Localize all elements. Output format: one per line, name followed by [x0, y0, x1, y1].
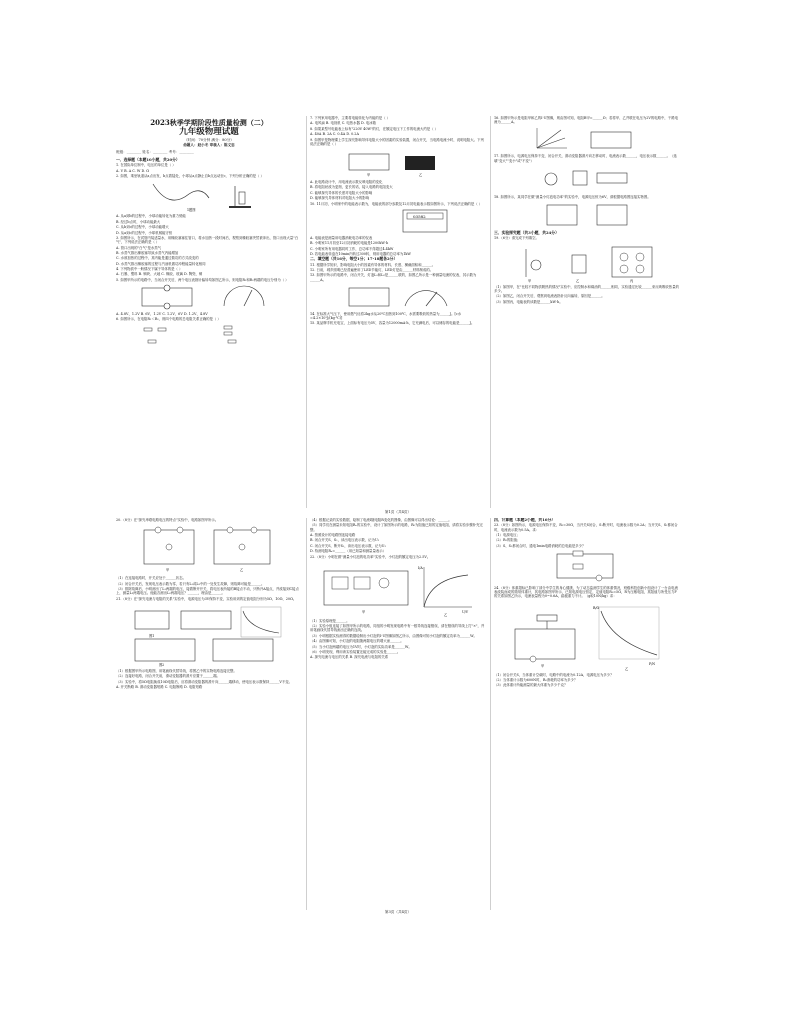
- question-text: C. 闭合开关S，断开S₁，读出电压表示数，记为U₂: [310, 543, 386, 548]
- meter-reading: 03582: [413, 213, 426, 219]
- question-text: 12. 日前，城乡照明已经普遍使用了LED节能灯，LED灯是由______材料制成的。: [310, 268, 434, 273]
- question-text: 10. 11月初，小明家中的电能表示数为，电能表的部分参数及12月初电能表示数如图所示，下列说法正确的是（ ）: [310, 201, 483, 206]
- question-text: A. 40A B. 2A C. 0.4A D. 0.2A: [310, 132, 359, 137]
- question-text: B. 经过b点时，小球动能最大: [116, 219, 161, 224]
- question-text: 1. 在国际单位制中，电压的单位是（ ）: [116, 163, 176, 168]
- question-text: （2）当体重计示数为600N时，R₀消耗的功率为多少？: [494, 677, 578, 682]
- series-circuit-figure: [134, 524, 284, 574]
- figure-label-yi: 乙: [240, 568, 244, 573]
- figure-label-yi: 乙: [576, 278, 580, 283]
- page-footer: 第3页（共4页）: [384, 910, 412, 914]
- resistor-options-figure: [134, 324, 284, 348]
- page1-column-1: [116, 108, 302, 508]
- figure-caption: 图2: [159, 662, 165, 667]
- section-heading: 一、选择题（本题10小题，共20分）: [116, 157, 180, 162]
- question-text: 23.（8分）如图所示，电源电压保持不变，R₁=30Ω，当开关S闭合，S₁断开时，电流表示数为0.2A；当开关S、S₁都闭合时，电流表示数为0.5A。求：: [494, 523, 678, 532]
- exam-title: 2023秋季学期阶段性质量检测（二）: [150, 118, 268, 127]
- question-text: B. 小明家11月初至12月初消耗的电能是1200kW·h: [310, 241, 389, 246]
- experiment-figures: [512, 243, 662, 283]
- exam-authors: 命题人：赵小冬 审核人：陈义忠: [183, 143, 235, 147]
- current-resistance-figure: [129, 603, 289, 667]
- question-text: 6. 如图所示，在电阻R₁＜R₂，则四个电路的总电阻关系正确的是（ ）: [116, 317, 221, 322]
- question-text: 22.（8分）小明在做"测量小灯泡的电功率"实验中，小灯泡的额定电压为2.5V。: [310, 554, 431, 559]
- question-text: D. 水蒸气推出橡胶塞的过程与汽油机做功冲程能量转化相同: [116, 261, 206, 266]
- question-text: 21.（8分）在"探究电流与电阻的关系"实验中，电源电压为3V保持不变，实验用到的定值电阻分别为5Ω、10Ω、20Ω。: [116, 596, 297, 601]
- column-divider: [490, 116, 491, 508]
- question-text: （5）当小灯泡两端的电压为1V时，小灯泡的实际功率是______W。: [310, 644, 412, 649]
- question-text: 2. 如图，乘坐轨道从a点出发，b点着陆处，小球从a点静止自b点运动至c，下列分析正确的是（ ）: [116, 174, 264, 179]
- question-text: A. 管口出现的"白气"是水蒸气: [116, 245, 162, 250]
- figure-label-bing: 丙: [630, 278, 634, 283]
- question-text: （2）R₂的阻值；: [494, 538, 521, 543]
- question-text: D. 若电能表转盘在10min内转过300转，则用电器的总功率为1kW: [310, 251, 411, 256]
- figure-label-yi: 乙: [419, 172, 423, 177]
- axis-label-i: I/A: [418, 565, 423, 570]
- electric-meter-figure: [343, 208, 453, 234]
- question-text: 19.（6分）请完成下列填空。: [494, 236, 539, 241]
- question-text: 9. 如图甲是物理课上学生探究影响导体电阻大小的因素的实验装置，闭合开关，当电路电流小时，说明电阻大。下列说法正确的是（ ）: [310, 137, 484, 146]
- question-text: （3）此体重计所能测量的最大体重为多少千克？: [494, 683, 568, 688]
- figure-label-jia: 甲: [362, 609, 366, 614]
- question-text: A. 按照设计的电路图连接电路: [310, 532, 356, 537]
- question-text: 13. 如图甲所示的电路中，闭合开关，灯泡L₁和L₂是______联的，如图乙所示是一种测量电流的仪表，其示数为______A。: [310, 273, 477, 282]
- question-text: （1）在连接电路时，开关应处于______状态。: [116, 576, 186, 581]
- question-text: 5. 如图甲所示的电路中，当闭合开关后，两个电压表指针偏转均如图乙所示，则电阻R₁和R₂两端的电压分别为（ ）: [116, 277, 289, 282]
- calc-circuit-figure: [537, 550, 637, 584]
- figure-caption: 1题图: [187, 208, 196, 213]
- question-text: 3. 如图所示，在试管内装适量水，用橡胶塞塞住管口，将水加热一段时间后，观察到橡胶塞突然被冲出，管口出现大量"白气"，下列说法正确的是（ ）: [116, 235, 299, 245]
- question-text: 16. 如图甲所示是电阻甲和乙的I-U图像，则由图可知，电阻R甲=______Ω；若将甲、乙并联在电压为2V的电路中，干路电流为______A。: [494, 116, 678, 125]
- question-text: （2）实验小组连接了如图甲所示的电路，同组的小明发现电路中有一根导线连接错误，请在错误的导线上打"×"，并用笔画线代替导线画出正确的连线。: [310, 624, 485, 633]
- question-text: A. 从a到b的过程中，小球动能转化为重力势能: [116, 214, 186, 219]
- question-text: （4）根据记录的实验数据，绘制了电流I随电阻R变化的图像，由图像可以得出结论：______。: [310, 518, 452, 522]
- lamp-power-figure: [318, 561, 478, 617]
- section-heading: 二、填空题（共16分，每空1分；17-18题各2分）: [310, 256, 398, 262]
- exam-page-1: [112, 108, 684, 520]
- question-text: A. 4.8V、1.2V B. 6V、1.2V C. 1.2V、6V D. 1.2V、4.8V: [116, 312, 208, 317]
- question-text: （1）电源电压；: [494, 532, 520, 537]
- page-footer: 第1页（共4页）: [384, 510, 412, 514]
- question-text: 4. 下列物质中一般情况下属于导体的是（ ）: [116, 267, 183, 272]
- ammeter-figure: [343, 284, 453, 310]
- question-text: B. 闭合开关S、S₁，读出电压表示数，记为U₁: [310, 538, 380, 543]
- question-text: （1）如图甲，在"比较不同物质吸热的情况"实验中，应控制水和煤油的______相同，实验通过比较______来反映吸收热量的多少。: [494, 284, 679, 293]
- figure-label-jia: 甲: [166, 568, 170, 573]
- question-text: A. 开关断路 B. 滑动变阻器短路 C. 电阻断路 D. 电阻短路: [116, 684, 203, 689]
- question-text: B. 水蒸气推出橡胶塞导致水蒸气内能增加: [116, 250, 179, 255]
- question-text: 24.（8分）体重超标已影响了部分中学生的身心健康，为了动态监测学生的体重情况，班级科技创新小组设计了一台由电流表改装而成的简易体重计，其电路如图甲所示，已知电源电压恒定，定值电阻R₀=5Ω，R为压敏电阻，其阻值与所受压力F的关系如图乙所示，电流表量程为0~0.6A，踏板重力不计。（g取10N/kg）求：: [494, 585, 678, 599]
- question-text: A. 探究电流与电压的关系 B. 探究电流与电阻的关系: [310, 655, 389, 660]
- question-text: C. 能够探究导体的长度对电阻大小的影响: [310, 190, 373, 195]
- axis-label-f: F/N: [649, 661, 656, 666]
- question-text: （3）排除故障后，小明测出了L₁两端的电压，接着断开开关，将电压表所接的B接点不动，只断开A接点，并改接到C接点上，测量L₂两端电压。他能否测出L₂两端电压？______，理由是______。: [116, 586, 299, 596]
- figure-label-yi: 乙: [625, 666, 629, 671]
- question-text: 18. 如图所示，某同学在做"测量小灯泡电功率"的实验中，电源电压恒为6V，请根据电路图连接实物图。: [494, 194, 651, 199]
- page2-column-2: [310, 518, 486, 910]
- question-text: （1）实验原理是______。: [310, 618, 350, 623]
- question-text: （3）如图丙，电能表的读数是______kW·h。: [494, 299, 563, 304]
- circuit-kit-figure: [527, 165, 647, 193]
- wiring-figure: [527, 201, 647, 229]
- question-text: D. 能够探究导体材料对电阻大小的影响: [310, 196, 370, 201]
- page2-column-3: [494, 518, 680, 910]
- question-text: C. 水被加热的过程中，其内能是通过做功的方式改变的: [116, 256, 199, 261]
- circuit-figure: [134, 284, 284, 310]
- scale-figure: [507, 601, 667, 671]
- figure-label-jia: 甲: [367, 172, 371, 177]
- page2-column-1: [116, 518, 302, 910]
- exam-meta: （时间：70分钟 满分：80分）: [184, 138, 234, 142]
- subject-title: 九年级物理试题: [179, 127, 239, 137]
- question-text: D. 从a到c的过程中，小球机械能守恒: [116, 230, 173, 235]
- iu-graph-figure: [527, 126, 647, 152]
- question-text: （1）闭合开关S，当体重计空载时，电路中的电流为0.12A，电源电压为多少？: [494, 672, 614, 677]
- student-fields: 班级：________ 姓名：________ 考号：________: [116, 150, 194, 154]
- column-divider: [306, 518, 307, 910]
- section-heading: 三、实验探究题（共3小题，共24分）: [494, 230, 559, 236]
- question-text: 15. 某品牌手机充电宝，上面标有电压为5V，容量为12000mA·h，它充满电后，可以储存的电能是______J。: [310, 321, 475, 326]
- exam-page-2: [112, 514, 684, 920]
- question-text: （5）同学们在测量未知电阻Rₓ的实验中，设计了如图所示的电路，R₀为阻值已知的定值电阻，请将实验步骤补充完整。: [310, 523, 483, 532]
- question-text: C. 小明家所有用电器同时工作，总功率不得超过4.4kW: [310, 246, 394, 251]
- resistance-apparatus-figure: [343, 148, 453, 178]
- section-heading: 四、计算题（本题2小题，共16分）: [494, 518, 556, 522]
- question-text: （3）S、S₁都闭合时，通电1min电路消耗的总电能是多少？: [494, 543, 586, 548]
- figure-label-jia: 甲: [541, 663, 545, 668]
- question-text: 20.（8分）在"探究串联电路电压的特点"实验中，电路如图甲所示。: [116, 518, 219, 522]
- question-text: （2）连接好电路，闭合开关前，滑动变阻器的滑片应置于______端。: [116, 674, 220, 679]
- question-text: B. 将电阻丝改为更细，更长的话，接入电路的电阻变大: [310, 185, 393, 190]
- question-text: 14. 在标准大气压下，使用燃气灶将2kg水从20℃加热到100℃，水需要吸收的热量为______J。[c水=4.2×10³J/(kg·℃)]: [310, 311, 462, 321]
- question-text: （3）实验中，将5Ω电阻换成10Ω电阻后，应将滑动变阻器的滑片向______端移动，使电压表示数保持______V不变。: [116, 679, 293, 684]
- question-text: A. 电能表是测量用电器消耗电功率的仪表: [310, 235, 373, 240]
- axis-label-u: U/V: [462, 609, 469, 614]
- question-text: A. V B. A C. W D. Ω: [116, 168, 150, 173]
- question-text: 17. 如图所示，电源电压保持不变，闭合开关，滑动变阻器滑片向左移动时，电流表示数______，电压表示数______。（选填"变大""变小"或"不变"）: [494, 154, 677, 163]
- question-text: （1）根据图甲所示电路图，用笔画线代替导线，将图乙中的实物电路连接完整。: [116, 668, 237, 673]
- question-text: （3）小明根据实验测得的数据绘制出小灯泡的I-U图像如图乙所示，由图像可知小灯泡的额定功率为______W。: [310, 633, 477, 638]
- question-text: 11. 根据所学知识，影响电阻大小的因素有导体的材料、长度、横截面积和______。: [310, 262, 436, 267]
- question-text: （2）如图乙，闭合开关后，观察到电流表指针反向偏转，原因是______。: [494, 294, 605, 299]
- question-text: （2）闭合开关后，发现电压表示数为零，若只有L₁或L₂中的一处发生故障，则故障可能是______。: [116, 581, 265, 586]
- figure-caption: 图1: [149, 633, 155, 638]
- question-text: 8. 如果某型号电能表上标有"220V 40W"的灯，在额定电压下工作的电流大约是（ ）: [310, 126, 439, 131]
- question-text: C. 从b到c的过程中，小球动能增大: [116, 225, 169, 230]
- question-text: （4）由图像可知，小灯泡的电阻随两端电压的增大而______。: [310, 639, 404, 644]
- question-text: A. 石墨、塑料 B. 铜块、大地 C. 橡胶、玻璃 D. 陶瓷、铜: [116, 272, 203, 277]
- column-divider: [306, 116, 307, 508]
- question-text: A. 电风扇 B. 电视机 C. 电热水器 D. 电冰箱: [310, 121, 376, 126]
- page1-column-3: [494, 116, 680, 508]
- track-figure: [149, 180, 269, 212]
- page1-column-2: [310, 116, 486, 508]
- question-text: D. 待测电阻Rₓ=______（用已知量和测量量表示）: [310, 549, 387, 554]
- figure-label-jia: 甲: [528, 278, 532, 283]
- question-text: A. 此电路设计中，用电流表示数反映电阻的变化: [310, 179, 383, 184]
- column-divider: [490, 518, 491, 910]
- axis-label-r: R/Ω: [593, 605, 600, 610]
- question-text: 7. 下列家用电器中，主要将电能转化为内能的是（ ）: [310, 116, 390, 120]
- question-text: （6）小明发现，利用该实验装置还能完成的实验是______。: [310, 649, 401, 654]
- figure-label-yi: 乙: [444, 612, 448, 617]
